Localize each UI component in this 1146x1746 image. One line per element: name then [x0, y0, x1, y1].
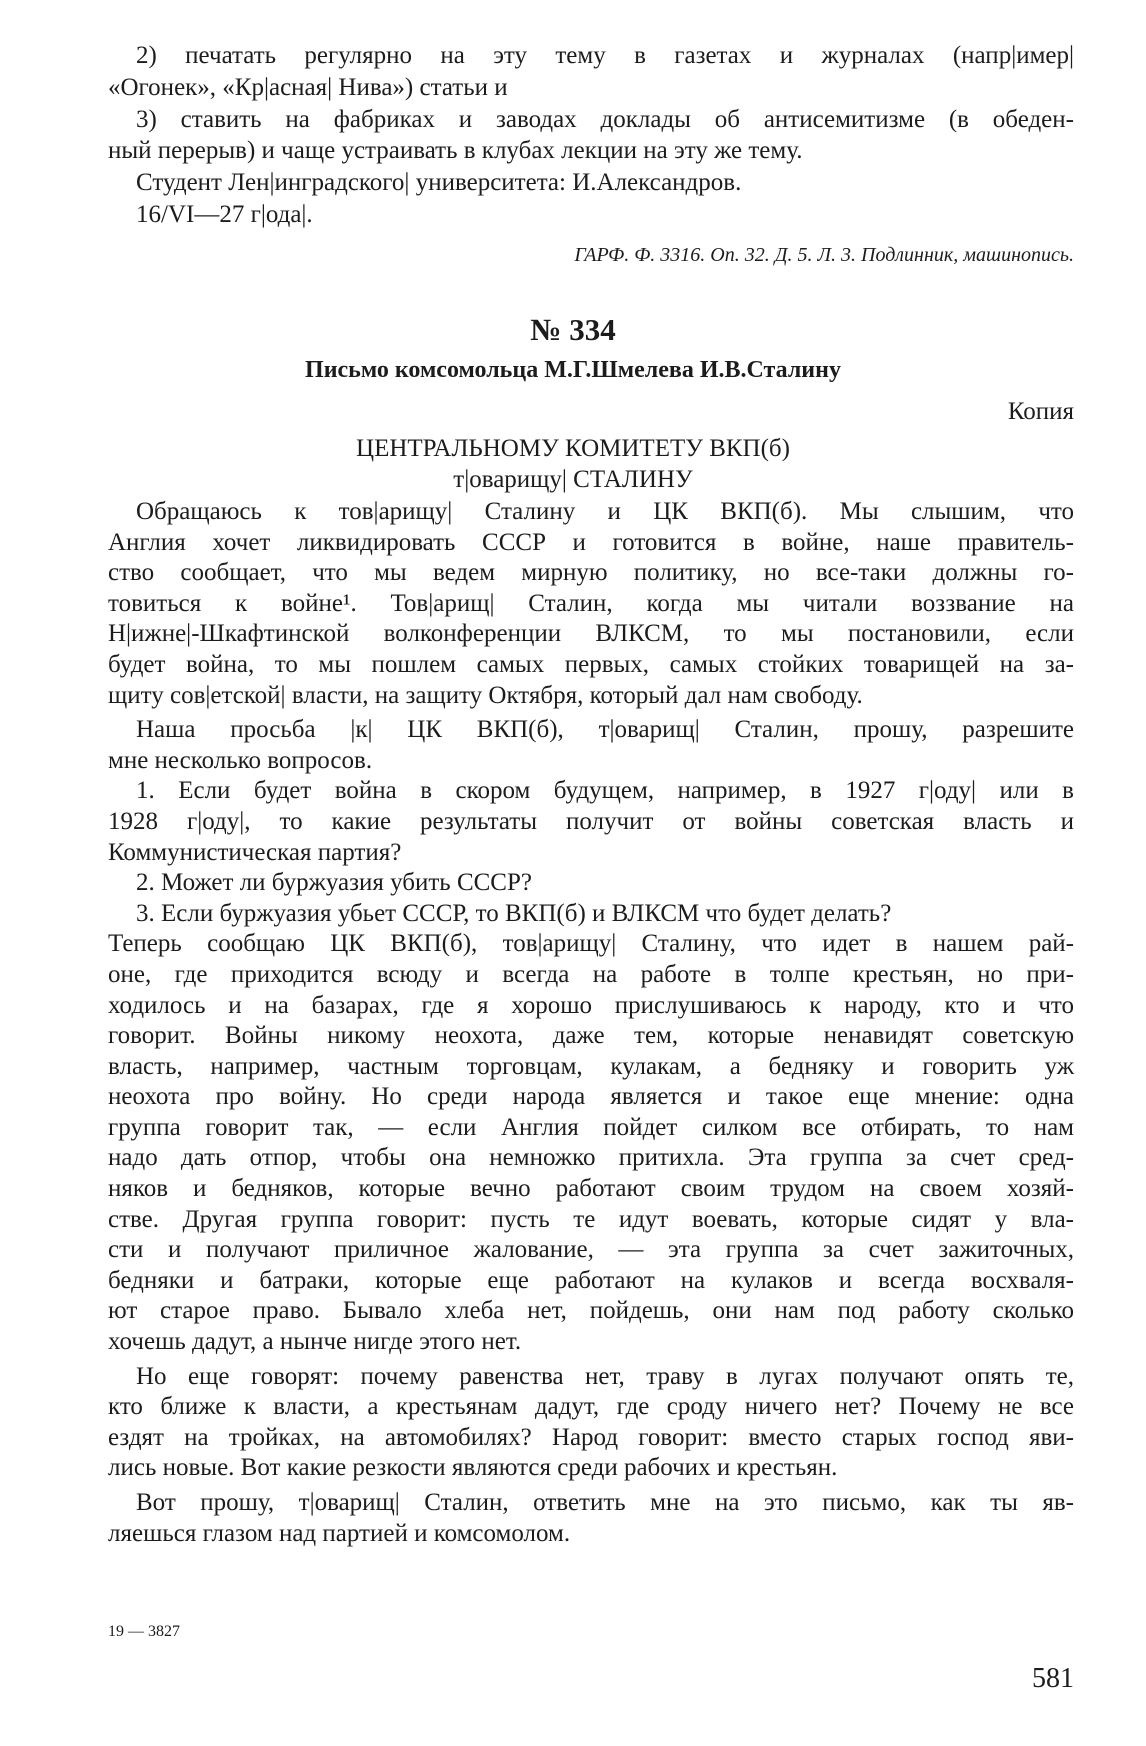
text-line: надо дать отпор, чтобы она немножко притихла. Эта группа за счет сред-: [108, 1144, 1074, 1172]
printer-signature-mark: 19 — 3827: [108, 1623, 180, 1640]
paragraph: [108, 167, 1074, 199]
addressee-line-2: т|оварищу| СТАЛИНУ: [453, 466, 693, 493]
text-line: будет война, то мы пошлем самых первых, самых стойких товарищей на за-: [108, 650, 1074, 678]
text-line: ют старое право. Бывало хлеба нет, пойдешь, они нам под работу сколько: [108, 1297, 1074, 1325]
text-line: ходилось и на базарах, где я хорошо прислушиваюсь к народу, кто и что: [108, 991, 1074, 1019]
text-line: Н|ижне|-Шкафтинской волконференции ВЛКСМ, то мы постановили, если: [108, 620, 1074, 648]
page-number: 581: [1032, 1663, 1074, 1694]
previous-document-ending: [108, 40, 1074, 231]
text-line: неохота про войну. Но среди народа является и такое еще мнение: одна: [108, 1083, 1074, 1111]
paragraph: [108, 40, 1074, 104]
paragraph: [108, 715, 1074, 776]
text-line: кто ближе к власти, а крестьянам дадут, где сроду ничего нет? Почему не все: [108, 1393, 1074, 1421]
paragraph: [108, 199, 1074, 231]
text-line: ный перерыв) и чаще устраивать в клубах лекции на эту же тему.: [108, 137, 803, 165]
text-line: «Огонек», «Кр|асная| Нива») статьи и: [108, 73, 508, 101]
text-line: щиту сов|етской| власти, на защиту Октября, который дал нам свободу.: [108, 681, 863, 709]
paragraph: [108, 899, 1074, 930]
text-line: Обращаюсь к тов|арищу| Сталину и ЦК ВКП(б). Мы слышим, что: [136, 498, 1074, 525]
text-line: 2) печатать регулярно на эту тему в газетах и журналах (напр|имер|: [136, 42, 1074, 69]
text-line: Теперь сообщаю ЦК ВКП(б), тов|арищу| Сталину, что идет в нашем рай-: [108, 930, 1074, 958]
archive-source-citation: ГАРФ. Ф. 3316. Оп. 32. Д. 5. Л. 3. Подлинник, машинопись.: [574, 244, 1074, 266]
text-line: товиться к войне¹. Тов|арищ| Сталин, когда мы читали воззвание на: [108, 589, 1074, 617]
text-line: 3) ставить на фабриках и заводах доклады об антисемитизме (в обеден-: [136, 105, 1074, 133]
document-title: Письмо комсомольца М.Г.Шмелева И.В.Сталину: [305, 357, 841, 383]
paragraph: [108, 868, 1074, 899]
paragraph: [108, 1488, 1074, 1549]
text-line: лись новые. Вот какие резкости являются среди рабочих и крестьян.: [108, 1454, 838, 1482]
text-line: Студент Лен|инградского| университета: И.Александров.: [136, 169, 742, 197]
text-line: Наша просьба |к| ЦК ВКП(б), т|оварищ| Сталин, прошу, разрешите: [136, 716, 1074, 744]
text-line: 3. Если буржуазия убьет СССР, то ВКП(б) и ВЛКСМ что будет делать?: [136, 899, 892, 927]
text-line: 1928 г|оду|, то какие результаты получит от войны советская власть и: [108, 807, 1074, 835]
paragraph: [108, 1362, 1074, 1484]
text-line: Но еще говорят: почему равенства нет, траву в лугах получают опять те,: [136, 1362, 1074, 1390]
text-line: хочешь дадут, а нынче нигде этого нет.: [108, 1328, 522, 1356]
text-line: говорит. Войны никому неохота, даже тем, которые ненавидят советскую: [108, 1022, 1074, 1050]
text-line: группа говорит так, — если Англия пойдет силком все отбирать, то нам: [108, 1113, 1074, 1141]
paragraph: [108, 929, 1074, 1357]
text-line: няков и бедняков, которые вечно работают своим трудом на своем хозяй-: [108, 1175, 1074, 1203]
text-line: мне несколько вопросов.: [108, 746, 373, 774]
text-line: ство сообщает, что мы ведем мирную политику, но все-таки должны го-: [108, 559, 1074, 587]
paragraph: [108, 497, 1074, 711]
text-line: стве. Другая группа говорит: пусть те идут воевать, которые сидят у вла-: [108, 1205, 1074, 1233]
copy-mark: Копия: [1007, 398, 1074, 425]
text-line: Вот прошу, т|оварищ| Сталин, ответить мне на это письмо, как ты яв-: [136, 1489, 1074, 1516]
text-line: Коммунистическая партия?: [108, 838, 402, 866]
text-line: власть, например, частным торговцам, кулакам, а бедняку и говорить уж: [108, 1052, 1074, 1080]
text-line: Англия хочет ликвидировать СССР и готовится в войне, наше правитель-: [108, 528, 1074, 556]
letter-body: [108, 497, 1074, 1549]
text-line: ляешься глазом над партией и комсомолом.: [108, 1519, 571, 1547]
addressee-line-1: ЦЕНТРАЛЬНОМУ КОМИТЕТУ ВКП(б): [356, 435, 790, 462]
text-line: 16/VI—27 г|ода|.: [136, 200, 313, 228]
text-line: 2. Может ли буржуазия убить СССР?: [136, 869, 532, 897]
text-line: ездят на тройках, на автомобилях? Народ говорит: вместо старых господ яви-: [108, 1423, 1074, 1451]
document-number: № 334: [530, 312, 616, 347]
text-line: 1. Если будет война в скором будущем, например, в 1927 г|оду| или в: [136, 777, 1074, 805]
text-line: оне, где приходится всюду и всегда на работе в толпе крестьян, но при-: [108, 960, 1074, 988]
text-line: бедняки и батраки, которые еще работают на кулаков и всегда восхваля-: [108, 1266, 1074, 1294]
paragraph: [108, 776, 1074, 868]
paragraph: [108, 104, 1074, 168]
text-line: сти и получают приличное жалование, — эта группа за счет зажиточных,: [108, 1236, 1074, 1264]
